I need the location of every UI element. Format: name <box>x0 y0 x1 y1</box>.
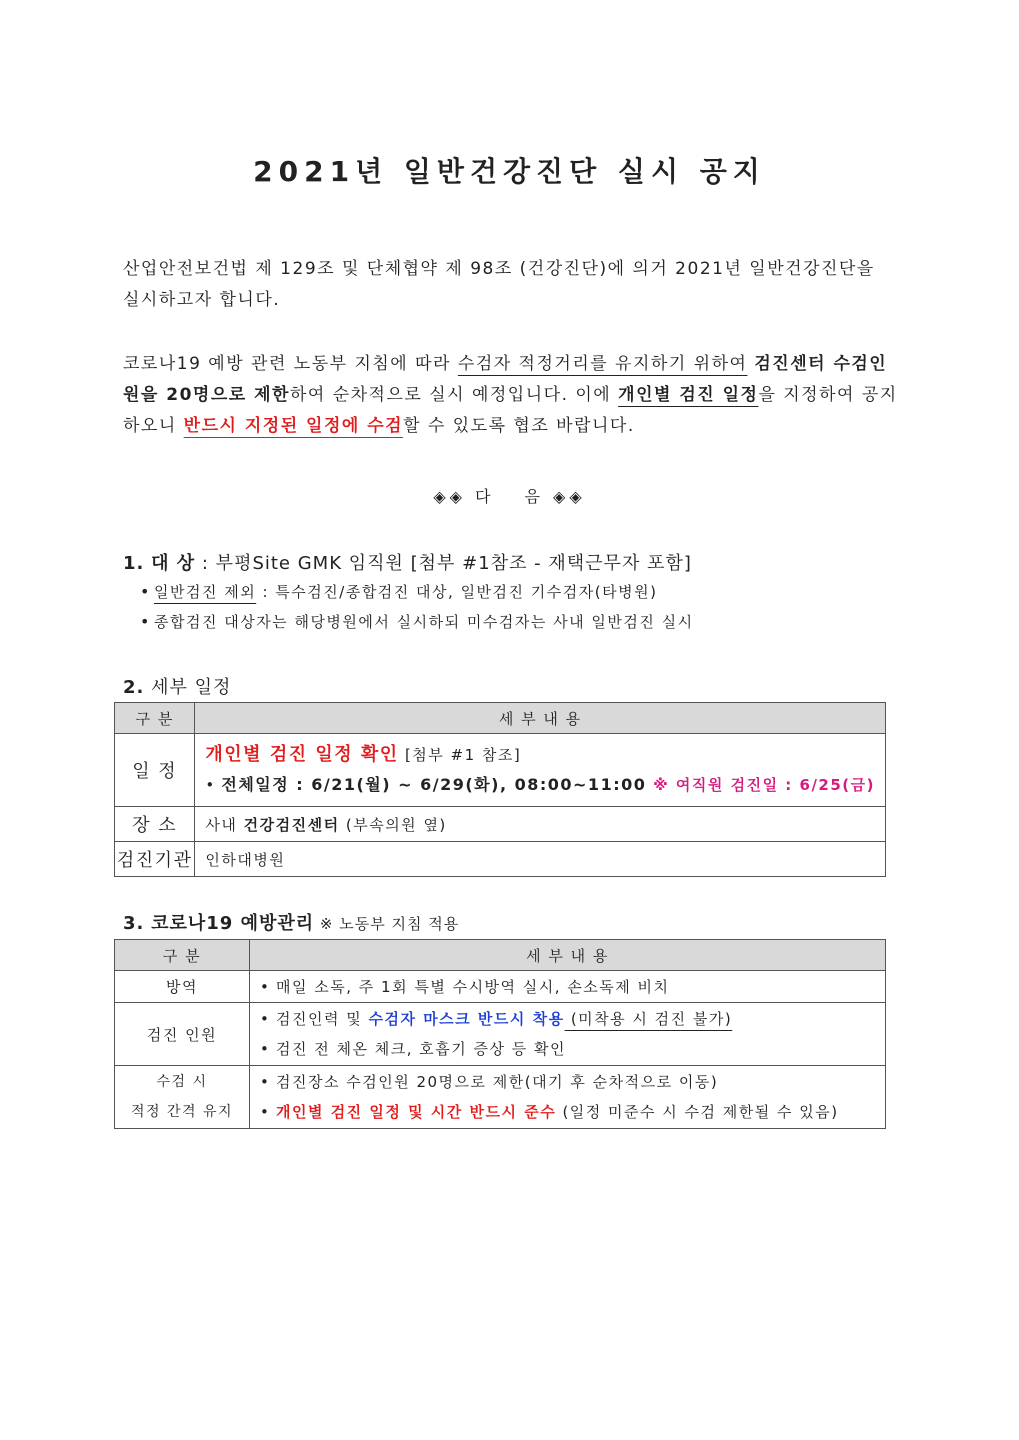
table-header-details: 세 부 내 용 <box>195 703 886 734</box>
table-header-row <box>115 940 886 971</box>
row-content-place <box>195 807 886 842</box>
dahum-right: 음 ◈◈ <box>524 487 586 506</box>
place-prefix: 사내 <box>205 815 244 834</box>
notice-text-4: 할 수 있도록 협조 바랍니다. <box>403 416 635 436</box>
row-label-schedule: 일 정 <box>115 734 195 807</box>
quarantine-text: • 매일 소독, 주 1회 특별 수시방역 실시, 손소독제 비치 <box>260 972 875 1002</box>
notice-text-3: 을 지정하여 공지하오니 <box>123 385 898 436</box>
dahum-heading <box>0 484 1019 507</box>
intro-paragraph: 산업안전보건법 제 129조 및 단체협약 제 98조 (건강진단)에 의거 2021년 일반건강진단을 실시하고자 합니다. <box>123 259 875 310</box>
staff-text-1: 검진인력 및 <box>276 1010 369 1028</box>
personal-schedule-text: 개인별 검진 일정 확인 <box>205 744 399 765</box>
table-header-category: 구 분 <box>115 703 195 734</box>
list-item <box>140 577 880 607</box>
table-header-details: 세 부 내 용 <box>250 940 886 971</box>
place-center: 건강검진센터 <box>243 815 340 834</box>
notice-text-distance: 수검자 적정거리를 유지하기 위하여 <box>457 354 748 374</box>
mask-note: (미착용 시 검진 불가) <box>564 1010 733 1028</box>
row-label-distance <box>115 1066 250 1129</box>
section-3-heading <box>123 909 459 935</box>
place-suffix: (부속의원 옆) <box>339 815 447 834</box>
section-3-label: 코로나19 예방관리 <box>151 913 315 934</box>
table-row <box>115 807 886 842</box>
staff-text-2: • 검진 전 체온 체크, 호흡기 증상 등 확인 <box>260 1034 875 1064</box>
covid-table <box>114 939 886 1129</box>
notice-paragraph <box>123 349 898 442</box>
notice-text-must: 반드시 지정된 일정에 수검 <box>183 416 404 436</box>
row-label-place: 장 소 <box>115 807 195 842</box>
overall-schedule: 전체일정 : 6/21(월) ~ 6/29(화), 08:00~11:00 <box>221 775 647 794</box>
list-item <box>140 607 880 637</box>
table-header-category: 구 분 <box>115 940 250 971</box>
section-3-number: 3. <box>123 913 145 934</box>
section-1-text: : 부평Site GMK 임직원 [첨부 #1참조 - 재택근무자 포함] <box>201 553 692 574</box>
table-row <box>115 734 886 807</box>
row-label-staff: 검진 인원 <box>115 1003 250 1066</box>
section-2-number: 2. <box>123 677 145 698</box>
notice-text-1: 코로나19 예방 관련 노동부 지침에 따라 <box>123 354 458 374</box>
section-1-number: 1. <box>123 553 145 574</box>
bullet-text: : 특수검진/종합검진 대상, 일반검진 기수검자(타병원) <box>256 583 658 601</box>
table-row <box>115 971 886 1003</box>
schedule-table <box>114 702 886 877</box>
section-1-label: 대 상 <box>151 553 196 574</box>
notice-text-limit: 검진센터 수검인원을 20명으로 제한 <box>123 354 888 405</box>
row-content-staff <box>250 1003 886 1066</box>
female-staff-date: ※ 여직원 검진일 : 6/25(금) <box>646 776 875 794</box>
section-2-label: 세부 일정 <box>151 677 232 698</box>
distance-text-1: • 검진장소 수검인원 20명으로 제한(대기 후 순차적으로 이동) <box>260 1067 875 1097</box>
row-content-distance <box>250 1066 886 1129</box>
table-row <box>115 1066 886 1129</box>
distance-note: (일정 미준수 시 수검 제한될 수 있음) <box>556 1103 839 1121</box>
row-content-org: 인하대병원 <box>195 842 886 877</box>
table-row <box>115 842 886 877</box>
section-2-heading <box>123 673 231 699</box>
attachment-ref: [첨부 #1 참조] <box>398 746 522 764</box>
mask-required: 수검자 마스크 반드시 착용 <box>368 1010 565 1028</box>
table-header-row <box>115 703 886 734</box>
distance-label-1: 수검 시 <box>156 1074 208 1090</box>
row-label-org: 검진기관 <box>115 842 195 877</box>
notice-text-schedule: 개인별 검진 일정 <box>618 385 759 405</box>
section-1-bullets <box>140 577 880 637</box>
distance-label-2: 적정 간격 유지 <box>130 1104 234 1120</box>
dahum-left: ◈◈ 다 <box>433 487 495 506</box>
row-content-quarantine <box>250 971 886 1003</box>
page-title: 2021년 일반건강진단 실시 공지 <box>253 155 766 188</box>
section-1-heading <box>123 549 692 575</box>
row-label-quarantine: 방역 <box>115 971 250 1003</box>
table-row <box>115 1003 886 1066</box>
bullet-text: 종합검진 대상자는 해당병원에서 실시하되 미수검자는 사내 일반검진 실시 <box>154 613 694 631</box>
notice-text-2: 하여 순차적으로 실시 예정입니다. 이에 <box>289 385 619 405</box>
section-3-note: ※ 노동부 지침 적용 <box>314 915 460 933</box>
row-content-schedule <box>195 734 886 807</box>
distance-must: 개인별 검진 일정 및 시간 반드시 준수 <box>276 1103 557 1121</box>
bullet-underlined: 일반검진 제외 <box>154 583 257 601</box>
